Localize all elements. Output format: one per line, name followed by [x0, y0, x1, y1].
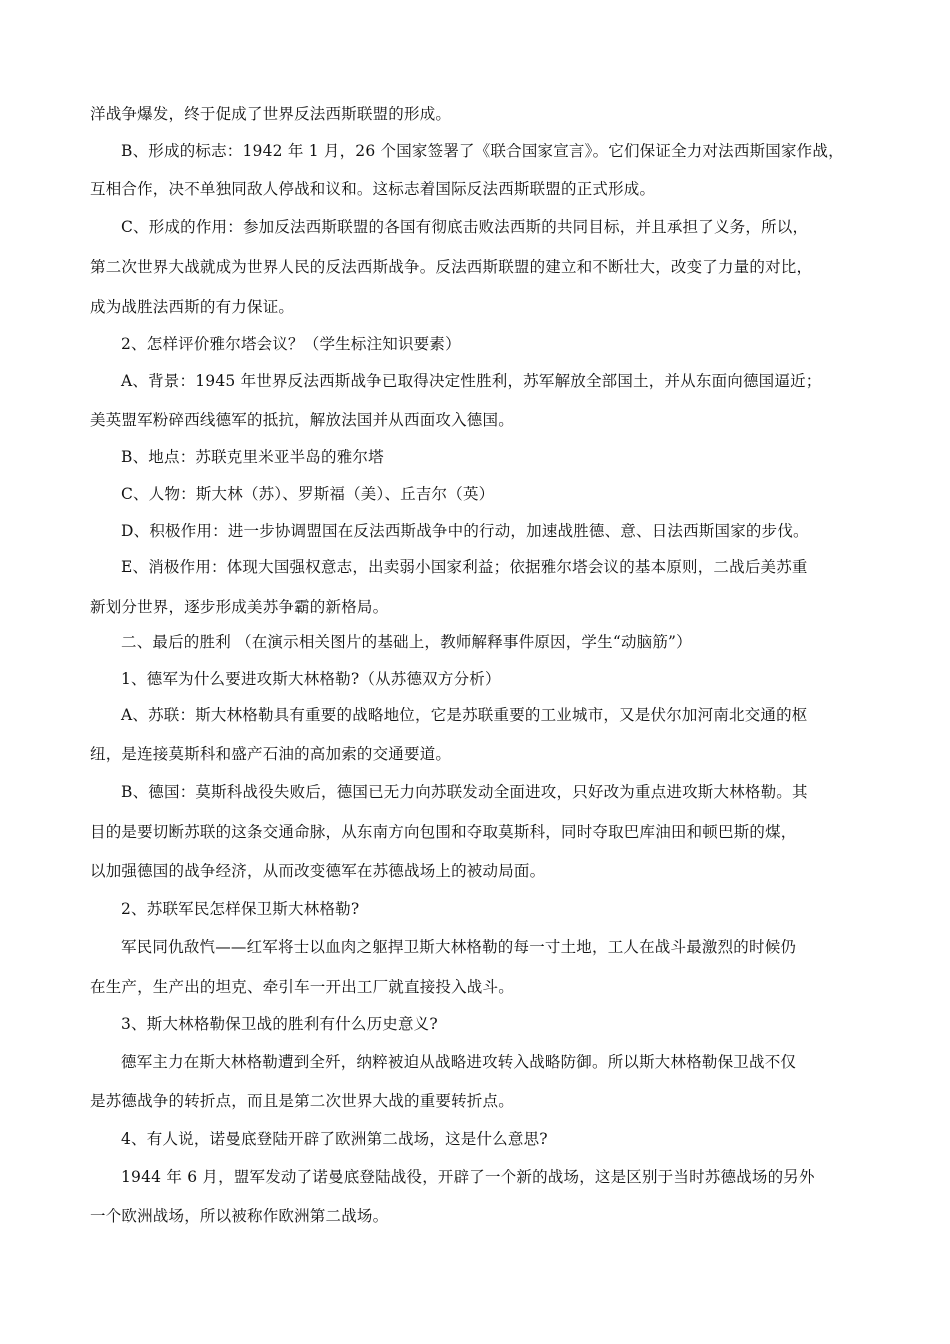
- text-line: 2、怎样评价雅尔塔会议？（学生标注知识要素）: [121, 335, 461, 353]
- text-line: 军民同仇敌忾——红军将士以血肉之躯捍卫斯大林格勒的每一寸土地，工人在战斗最激烈的时候仍: [121, 938, 797, 956]
- text-line: C、形成的作用：参加反法西斯联盟的各国有彻底击败法西斯的共同目标，并且承担了义务，所以，: [121, 218, 809, 236]
- text-line: 新划分世界，逐步形成美苏争霸的新格局。: [90, 598, 389, 616]
- text-line: 在生产，生产出的坦克、牵引车一开出工厂就直接投入战斗。: [90, 978, 514, 996]
- text-line: A、背景：1945 年世界反法西斯战争已取得决定性胜利，苏军解放全部国土，并从东面向德国逼近；: [121, 372, 822, 390]
- text-line: 洋战争爆发，终于促成了世界反法西斯联盟的形成。: [90, 105, 452, 123]
- text-line: D、积极作用：进一步协调盟国在反法西斯战争中的行动，加速战胜德、意、日法西斯国家的步伐。: [121, 522, 809, 540]
- text-line: 互相合作，决不单独同敌人停战和议和。这标志着国际反法西斯联盟的正式形成。: [90, 180, 656, 198]
- text-line: 是苏德战争的转折点，而且是第二次世界大战的重要转折点。: [90, 1092, 514, 1110]
- text-line: C、人物：斯大林（苏）、罗斯福（美）、丘吉尔（英）: [121, 485, 495, 503]
- text-line: 目的是要切断苏联的这条交通命脉，从东南方向包围和夺取莫斯科，同时夺取巴库油田和顿巴斯的煤，: [90, 823, 797, 841]
- text-line: 第二次世界大战就成为世界人民的反法西斯战争。反法西斯联盟的建立和不断壮大，改变了力量的对比，: [90, 258, 813, 276]
- text-line: A、苏联：斯大林格勒具有重要的战略地位，它是苏联重要的工业城市，又是伏尔加河南北交通的枢: [121, 706, 808, 724]
- text-line: B、德国：莫斯科战役失败后，德国已无力向苏联发动全面进攻，只好改为重点进攻斯大林格勒。其: [121, 783, 808, 801]
- text-line: B、形成的标志：1942 年 1 月，26 个国家签署了《联合国家宣言》。它们保证全力对法西斯国家作战，: [121, 142, 844, 160]
- text-line: 成为战胜法西斯的有力保证。: [90, 298, 295, 316]
- section-heading: 二、最后的胜利 （在演示相关图片的基础上，教师解释事件原因，学生“动脑筋”）: [121, 633, 692, 651]
- text-line: 1、德军为什么要进攻斯大林格勒?（从苏德双方分析）: [121, 670, 501, 688]
- text-line: 1944 年 6 月，盟军发动了诺曼底登陆战役，开辟了一个新的战场，这是区别于当时苏德战场的另外: [121, 1168, 815, 1186]
- text-line: 德军主力在斯大林格勒遭到全歼，纳粹被迫从战略进攻转入战略防御。所以斯大林格勒保卫战不仅: [121, 1053, 797, 1071]
- text-line: B、地点：苏联克里米亚半岛的雅尔塔: [121, 448, 384, 466]
- text-line: 美英盟军粉碎西线德军的抵抗，解放法国并从西面攻入德国。: [90, 411, 514, 429]
- text-line: 4、有人说，诺曼底登陆开辟了欧洲第二战场，这是什么意思?: [121, 1130, 548, 1148]
- text-line: 一个欧洲战场，所以被称作欧洲第二战场。: [90, 1207, 389, 1225]
- text-line: E、消极作用：体现大国强权意志，出卖弱小国家利益；依据雅尔塔会议的基本原则，二战后美苏重: [121, 558, 808, 576]
- text-line: 2、苏联军民怎样保卫斯大林格勒?: [121, 900, 360, 918]
- text-line: 3、斯大林格勒保卫战的胜利有什么历史意义?: [121, 1015, 438, 1033]
- text-line: 以加强德国的战争经济，从而改变德军在苏德战场上的被动局面。: [90, 862, 546, 880]
- text-line: 纽，是连接莫斯科和盛产石油的高加索的交通要道。: [90, 745, 452, 763]
